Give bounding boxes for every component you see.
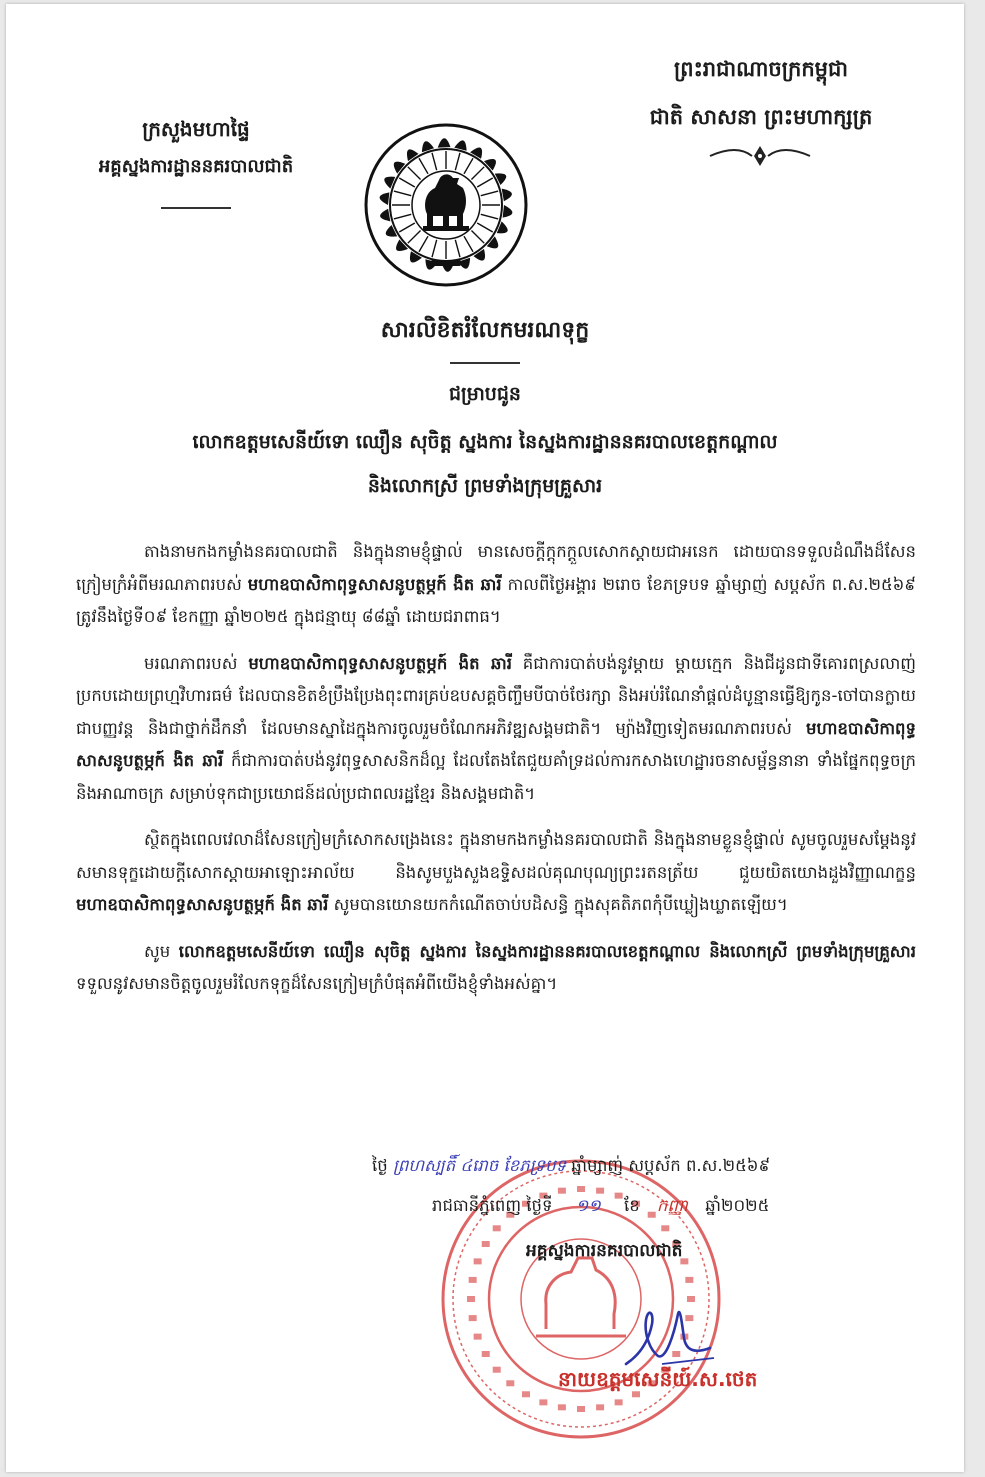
letter-title: សារលិខិតរំលែកមរណទុក្ខ (380, 318, 590, 343)
seal-ring-mark (469, 1277, 477, 1283)
seal-ring-mark (474, 1258, 482, 1264)
p2-text-a: មរណភាពរបស់ (144, 653, 249, 673)
deceased-name: មហាឧបាសិកាពុទ្ធសាសនូបត្ថម្ភក៍ ងិត ឆារី (248, 653, 512, 673)
national-motto: ជាតិ សាសនា ព្រះមហាក្សត្រ (649, 105, 873, 129)
deceased-name: មហាឧបាសិកាពុទ្ធសាសនូបត្ថម្ភក៍ ងិត ឆារី (76, 718, 916, 770)
place-date-prefix: រាជធានីភ្នំពេញ ថ្ងៃទី (432, 1196, 553, 1215)
deceased-name: មហាឧបាសិកាពុទ្ធសាសនូបត្ថម្ភក៍ ងិត ឆារី (247, 574, 502, 594)
seal-ring-mark (482, 1241, 490, 1247)
national-police-emblem-icon (363, 122, 529, 288)
seal-ring-mark (596, 1188, 604, 1194)
emblem-flame (380, 209, 390, 222)
emblem-flame (380, 192, 390, 205)
recipient-name-inline: លោកឧត្តមសេនីយ៍ទោ ឈឿន សុចិត្ត ស្នងការ នៃស្នងការដ្ឋាននគរបាលខេត្តកណ្តាល និងលោកស្រី ព្រមទាំងក្រុមគ្រួសារ (178, 941, 916, 961)
signatory-name: នាយឧត្តមសេនីយ៍.ស.ថេត (558, 1367, 758, 1391)
seal-ring-mark (467, 1296, 475, 1302)
letter-page (6, 4, 964, 1472)
ministry-heading: ក្រសួងមហាផ្ទៃ (142, 117, 250, 141)
seal-ring-mark (577, 1186, 585, 1192)
paragraph-3 (76, 824, 916, 922)
deceased-name: មហាឧបាសិកាពុទ្ធសាសនូបត្ថម្ភក៍ ងិត ឆារី (76, 895, 329, 914)
date-day-handwritten: ១១ (575, 1196, 601, 1215)
seal-ring-mark (558, 1404, 566, 1410)
p2-text-e: ក៏ជាការបាត់បង់នូវពុទ្ធសាសនិកដ៏ល្អ ដែលតែងតែជួយគាំទ្រដល់ការកសាងហេដ្ឋារចនាសម្ព័ន្ធនានា ទាំងផ្នែកពុទ្ធចក្រ និងអាណាចក្រ សម្រាប់ទុកជាប្រយោជន៍ដល់ប្រជាពលរដ្ឋខ្មែរ និងសង្គមជាតិ។ (76, 751, 916, 803)
date-month-prefix: ខែ (623, 1196, 640, 1215)
recipient-intro: ជម្រាបជូន (449, 383, 521, 405)
lunar-date-suffix: ឆ្នាំម្សាញ់ សប្តស័ក ព.ស.២៥៦៩ (571, 1156, 771, 1175)
seal-ring-mark (522, 1391, 530, 1397)
recipient-line-2: និងលោកស្រី ព្រមទាំងក្រុមគ្រួសារ (367, 475, 603, 497)
emblem-flame (503, 205, 513, 218)
seal-ring-mark (493, 1225, 501, 1231)
seal-ring-mark (482, 1351, 490, 1357)
letter-body (76, 536, 916, 1015)
emblem-flame (502, 189, 512, 202)
recipient-line-1: លោកឧត្តមសេនីយ៍ទោ ឈឿន សុចិត្ត ស្នងការ នៃស្នងការដ្ឋាននគរបាលខេត្តកណ្តាល (192, 431, 778, 453)
p1-text-c: កាលពីថ្ងៃអង្គារ ២រោច ខែភទ្របទ ឆ្នាំម្សាញ់ សប្តស័ក ព.ស.២៥៦៩ ត្រូវនឹងថ្ងៃទី០៩ ខែកញ្ញា ឆ្នាំ២០២៥ ក្នុងជន្មាយុ ៨៨ឆ្នាំ ដោយជរាពាធ។ (76, 574, 916, 626)
lunar-date-prefix: ថ្ងៃ (372, 1156, 388, 1175)
seal-ring-mark (596, 1404, 604, 1410)
p3-text-a: ស្ថិតក្នុងពេលវេលាដ៏សែនក្រៀមក្រំសោកសង្រេងនេះ ក្នុងនាមកងកម្លាំងនគរបាលជាតិ និងក្នុងនាមខ្លួនខ្ញុំផ្ទាល់ សូមចូលរួមសម្តែងនូវសមានទុក្ខដោយក្តីសោកស្តាយអាឡោះអាល័យ និងសូមបួងសួងឧទ្ទិសដល់គុណបុណ្យព្រះរតនត្រ័យ ជួយយិតយោងដួងវិញ្ញាណក្ខន្ធ (76, 830, 916, 882)
seal-ring-mark (539, 1399, 547, 1405)
seal-ring-mark (661, 1225, 669, 1231)
handwritten-signature-icon (618, 1294, 718, 1374)
place-date-line (432, 1196, 932, 1220)
date-year: ឆ្នាំ២០២៥ (705, 1196, 770, 1215)
seal-ring-mark (474, 1334, 482, 1340)
paragraph-2 (76, 648, 916, 811)
department-heading: អគ្គស្នងការដ្ឋាននគរបាលជាតិ (98, 156, 294, 177)
p2-text-c: គឺជាការបាត់បង់នូវម្តាយ ម្តាយក្មេក និងជីដូនជាទីគោរពស្រលាញ់ ប្រកបដោយព្រហ្មវិហារធម៌ ដែលបានខិតខំប្រឹងប្រែងពុះពារគ្រប់ឧបសគ្គចិញ្ចឹមបីបាច់ថែរក្សា និងអប់រំណែនាំផ្តល់ដំបូន្មានធ្វើឱ្យកូន-ចៅបានក្លាយជាបញ្ញវន្ត និងជាថ្នាក់ដឹកនាំ ដែលមានស្នាដៃក្នុងការចូលរួមចំណែកអភិវឌ្ឍសង្គមជាតិ។ ម្យ៉ាងវិញទៀតមរណភាពរបស់ (76, 653, 916, 738)
paragraph-1 (76, 536, 916, 634)
p4-text-a: សូម (144, 941, 179, 961)
emblem-flame (438, 138, 451, 147)
seal-ring-mark (506, 1380, 514, 1386)
lunar-date-line (372, 1156, 932, 1180)
signatory-office: អគ្គស្នងការនគរបាលជាតិ (526, 1241, 683, 1261)
seal-ring-mark (469, 1315, 477, 1321)
title-divider (450, 362, 520, 364)
seal-ring-mark (493, 1367, 501, 1373)
seal-ring-mark (577, 1406, 585, 1412)
kingdom-heading: ព្រះរាជាណាចក្រកម្ពុជា (673, 57, 848, 81)
lunar-date-handwritten: ព្រហស្បតិ៍ ៤រោច ខែភទ្របទ (392, 1156, 567, 1175)
date-month-handwritten: កញ្ញា (656, 1196, 689, 1215)
seal-ring-mark (558, 1188, 566, 1194)
p3-text-c: សូមបានយោនយកកំណើតចាប់បដិសន្ធិ ក្នុងសុគតិភពកុំបីឃ្លៀងឃ្លាតឡើយ។ (328, 895, 788, 914)
p4-text-c: ទទួលនូវសមានចិត្តចូលរួមរំលែកទុក្ខដ៏សែនក្រៀមក្រំបំផុតអំពីយើងខ្ញុំទាំងអស់គ្នា។ (76, 974, 558, 993)
seal-ring-mark (615, 1399, 623, 1405)
department-divider (161, 207, 231, 209)
p1-text-a: តាងនាមកងកម្លាំងនគរបាលជាតិ និងក្នុងនាមខ្ញុំផ្ទាល់ មានសេចក្តីក្តុកក្តួលសោកស្តាយជាអនេក ដោយបានទទួលដំណឹងដ៏សែនក្រៀមក្រំអំពីមរណភាពរបស់ (76, 542, 916, 594)
paragraph-4 (76, 936, 916, 1001)
ornament-divider-icon (708, 144, 812, 168)
seal-ring-mark (685, 1277, 693, 1283)
